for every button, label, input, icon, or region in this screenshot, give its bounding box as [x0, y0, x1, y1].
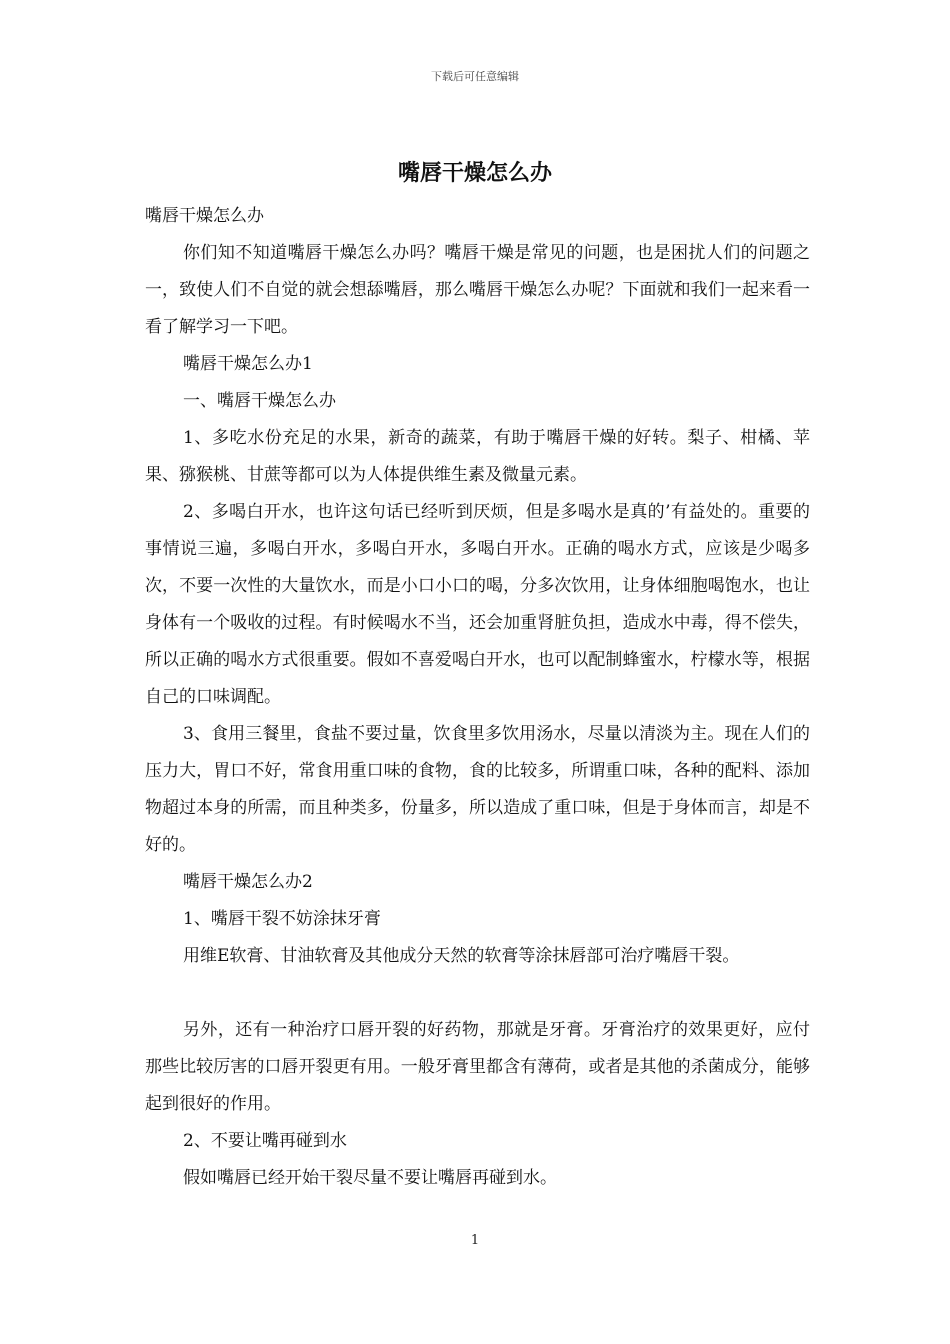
body-paragraph: 假如嘴唇已经开始干裂尽量不要让嘴唇再碰到水。: [183, 1168, 557, 1188]
list-item-paragraph: 1、嘴唇干裂不妨涂抹牙膏: [183, 909, 381, 929]
page-header: 下载后可任意编辑: [431, 70, 519, 83]
subtitle-paragraph: 嘴唇干燥怎么办: [145, 206, 264, 226]
intro-paragraph: 你们知不知道嘴唇干燥怎么办吗？嘴唇干燥是常见的问题，也是困扰人们的问题之一，致使人们不自觉的就会想舔嘴唇，那么嘴唇干燥怎么办呢？下面就和我们一起来看一看了解学习一下吧。: [145, 243, 810, 337]
section-heading-2: 嘴唇干燥怎么办2: [183, 872, 313, 892]
list-item-paragraph: 2、多喝白开水，也许这句话已经听到厌烦，但是多喝水是真的’有益处的。重要的事情说三遍，多喝白开水，多喝白开水，多喝白开水。正确的喝水方式，应该是少喝多次，不要一次性的大量饮水，而是小口小口的喝，分多次饮用，让身体细胞喝饱水，也让身体有一个吸收的过程。有时候喝水不当，还会加重肾脏负担，造成水中毒，得不偿失，所以正确的喝水方式很重要。假如不喜爱喝白开水，也可以配制蜂蜜水，柠檬水等，根据自己的口味调配。: [145, 502, 810, 707]
list-item-paragraph: 2、不要让嘴再碰到水: [183, 1131, 347, 1151]
body-paragraph: 用维E软膏、甘油软膏及其他成分天然的软膏等涂抹唇部可治疗嘴唇干裂。: [183, 946, 740, 966]
section-heading-1: 嘴唇干燥怎么办1: [183, 354, 313, 374]
document-body: [145, 198, 810, 1197]
body-paragraph: 另外，还有一种治疗口唇开裂的好药物，那就是牙膏。牙膏治疗的效果更好，应付那些比较厉害的口唇开裂更有用。一般牙膏里都含有薄荷，或者是其他的杀菌成分，能够起到很好的作用。: [145, 1020, 810, 1114]
list-item-paragraph: 1、多吃水份充足的水果，新奇的蔬菜，有助于嘴唇干燥的好转。梨子、柑橘、苹果、猕猴桃、甘蔗等都可以为人体提供维生素及微量元素。: [145, 428, 810, 485]
page-number: 1: [470, 1233, 480, 1248]
list-item-paragraph: 3、食用三餐里，食盐不要过量，饮食里多饮用汤水，尽量以清淡为主。现在人们的压力大，胃口不好，常食用重口味的食物，食的比较多，所谓重口味，各种的配料、添加物超过本身的所需，而且种类多，份量多，所以造成了重口味，但是于身体而言，却是不好的。: [145, 724, 810, 855]
document-title: 嘴唇干燥怎么办: [397, 160, 552, 186]
subsection-heading: 一、嘴唇干燥怎么办: [183, 391, 336, 411]
